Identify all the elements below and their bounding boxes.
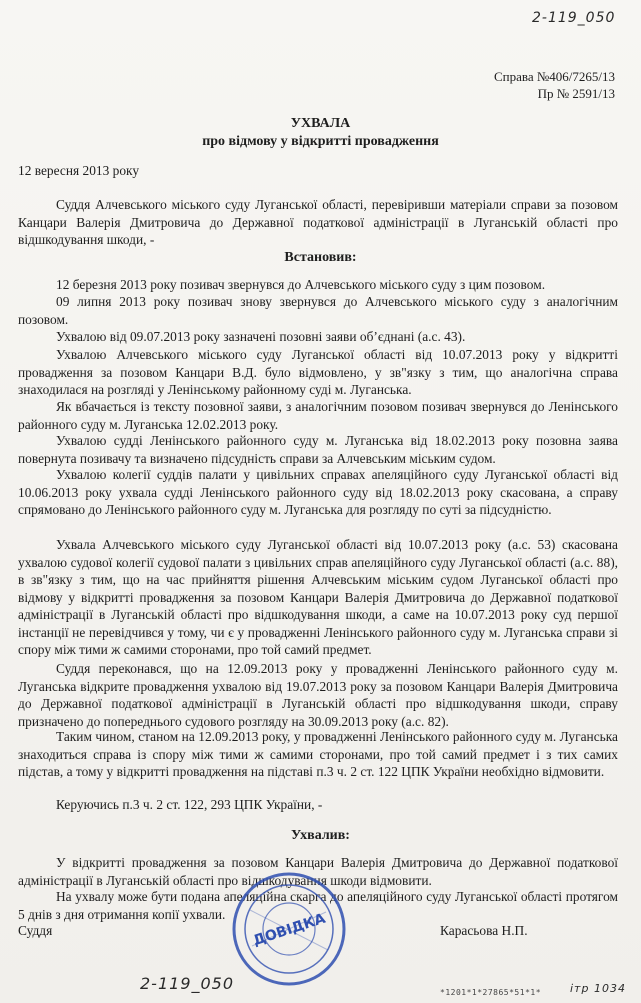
document-subtitle: про відмову у відкритті провадження — [202, 134, 439, 149]
handwritten-footer-note: ітр 1034 — [570, 982, 626, 995]
handwritten-footer-code: 2-119_050 — [140, 974, 235, 993]
paragraph-11: Керуючись п.3 ч. 2 ст. 122, 293 ЦПК України, - — [56, 797, 323, 812]
paragraph-5: Як вбачається із тексту позовної заяви, з аналогічним позовом позивач звернувся до Ленінського районного суду м. Луганська 12.02.2013 року. — [18, 399, 618, 432]
established-heading: Встановив: — [284, 250, 357, 265]
paragraph-3: Ухвалою від 09.07.2013 року зазначені позовні заяви об’єднані (а.с. 43). — [56, 329, 466, 344]
official-stamp-seal — [230, 870, 348, 988]
appeal-paragraph: На ухвалу може бути подана апеляційна скарга до апеляційного суду Луганської області протягом 5 днів з дня отримання копії ухвали. — [18, 889, 618, 922]
barcode-digits: *1201*1*27865*51*1* — [440, 988, 542, 997]
paragraph-1: 12 березня 2013 року позивач звернувся до Алчевського міського суду з цим позовом. — [56, 277, 546, 292]
paragraph-7: Ухвалою колегії суддів палати у цивільних справах апеляційного суду Луганської області від 10.06.2013 року ухвала судді Ленінського районного суду від 18.02.2013 року скасована, а справу спрямовано до Ленінського районного суду м. Луганська для розгляду по суті за підсудністю. — [18, 467, 618, 517]
paragraph-8: Ухвала Алчевського міського суду Луганської області від 10.07.2013 року (а.с. 53) скасована ухвалою судової колегії судової палати з цивільних справ апеляційного суду Луганської області (а.с. 88), в зв"язку з тим, що на час прийняття рішення Алчевським міським судом Луганської області про відмову у відкритті провадження за позовом Канцари Валерія Дмитровича до Державної податкової адміністрації в Луганській області про відшкодування шкоди, а саме на 10.07.2013 року суд першої інстанції не перевідчився у тому, чи є у провадженні Ленінського районного суду м. Луганська справи зі спору між тими ж самими сторонами, про той самий предмет. — [18, 537, 618, 657]
proceeding-number: Пр № 2591/13 — [537, 86, 615, 101]
signature-role: Суддя — [18, 923, 53, 938]
paragraph-10: Таким чином, станом на 12.09.2013 року, у провадженні Ленінського районного суду м. Луганська знаходиться справа із спору між тими ж самими сторонами, про той самий предмет і з тих самих підстав, а тому у відкритті провадження на підставі п.3 ч. 2 ст. 122 ЦПК України необхідно відмовити. — [18, 729, 618, 779]
decision-paragraph: У відкритті провадження за позовом Канцари Валерія Дмитровича до Державної податкової адміністрації в Луганській області про відшкодування шкоди відмовити. — [18, 855, 618, 888]
paragraph-9: Суддя переконався, що на 12.09.2013 року у провадженні Ленінського районного суду м. Луганська відкрите провадження ухвалою від 19.07.2013 року за позовом Канцари Валерія Дмитровича до Державної податкової адміністрації в Луганській області про відшкодування шкоди, справу призначено до попереднього судового розгляду на 30.09.2013 року (а.с. 82). — [18, 661, 618, 729]
intro-paragraph: Суддя Алчевського міського суду Луганської області, перевіривши матеріали справи за позовом Канцари Валерія Дмитровича до Державної податкової адміністрації в Луганській області про відшкодування шкоди, - — [18, 197, 618, 247]
paragraph-4: Ухвалою Алчевського міського суду Луганської області від 10.07.2013 року у відкритті провадження за позовом Канцари В.Д. було відмовлено, у зв"язку з тим, що аналогічна справа знаходилася на розгляді у Ленінському районному суді м. Луганська. — [18, 347, 618, 397]
paragraph-6: Ухвалою судді Ленінського районного суду м. Луганська від 18.02.2013 року позовна заява повернута позивачу та визначено підсудність справи за Алчевським міським судом. — [18, 433, 618, 466]
document-title: УХВАЛА — [290, 116, 351, 131]
decided-heading: Ухвалив: — [291, 828, 350, 843]
stamp-text: ДОВІДКА — [251, 910, 328, 950]
handwritten-doc-code: 2-119_050 — [532, 10, 616, 26]
paragraph-2: 09 липня 2013 року позивач знову звернувся до Алчевського міського суду з аналогічним позовом. — [18, 294, 618, 327]
document-date: 12 вересня 2013 року — [18, 163, 140, 178]
signature-name: Карасьова Н.П. — [440, 923, 528, 938]
case-number: Справа №406/7265/13 — [493, 69, 615, 84]
